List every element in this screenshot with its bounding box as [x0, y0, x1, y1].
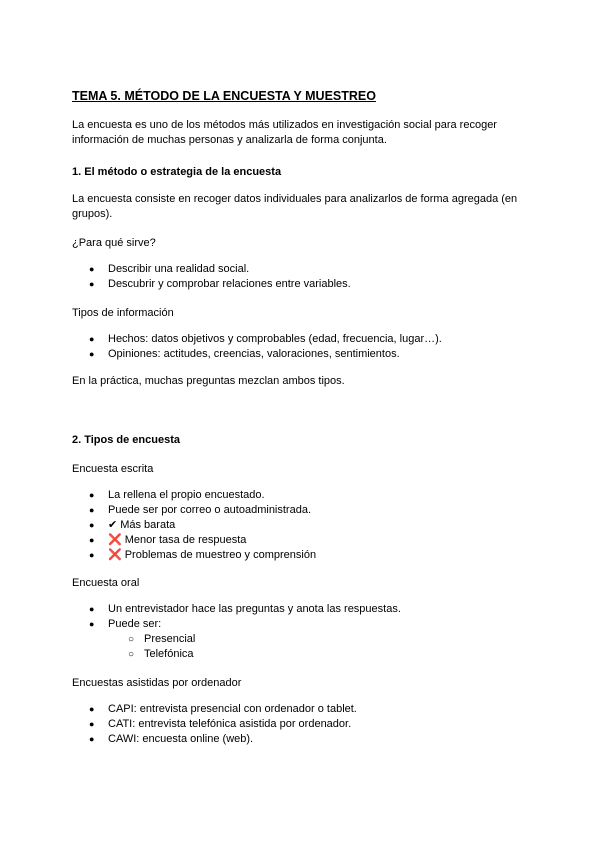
- bullet-icon: ●: [89, 349, 95, 359]
- bullet-icon: ●: [89, 550, 95, 560]
- list-item: ● CAPI: entrevista presencial con ordenador o tablet.: [89, 703, 357, 715]
- sub-list-item: ○ Presencial: [128, 633, 196, 645]
- oral-sublist: [108, 632, 401, 662]
- list-item: ● Opiniones: actitudes, creencias, valoraciones, sentimientos.: [89, 348, 400, 360]
- list-item: ● Hechos: datos objetivos y comprobables (edad, frecuencia, lugar…).: [89, 333, 442, 345]
- bullet-icon: ●: [89, 264, 95, 274]
- list-item: ● Describir una realidad social.: [89, 263, 250, 275]
- bullet-icon: ●: [89, 535, 95, 545]
- oral-survey-label: Encuesta oral: [72, 577, 140, 589]
- list-item: ● Descubrir y comprobar relaciones entre variables.: [89, 278, 351, 290]
- cross-icon: ❌: [108, 534, 122, 546]
- bullet-icon: ●: [89, 719, 95, 729]
- uses-list: [72, 262, 351, 292]
- list-item: ● ✔ Más barata: [89, 519, 176, 531]
- section1-heading: 1. El método o estrategia de la encuesta: [72, 166, 282, 178]
- sub-list-item: ○ Telefónica: [128, 648, 194, 660]
- check-icon: ✔: [108, 519, 118, 531]
- list-item: ● ❌ Menor tasa de respuesta: [89, 534, 247, 546]
- list-item: ● CATI: entrevista telefónica asistida por ordenador.: [89, 718, 352, 730]
- computer-survey-list: [72, 702, 357, 747]
- info-types-list: [72, 332, 442, 362]
- circle-bullet-icon: ○: [128, 634, 135, 645]
- circle-bullet-icon: ○: [128, 649, 135, 660]
- written-survey-list: [72, 488, 316, 563]
- bullet-icon: ●: [89, 334, 95, 344]
- written-survey-label: Encuesta escrita: [72, 463, 154, 475]
- uses-question: ¿Para qué sirve?: [72, 237, 156, 249]
- bullet-icon: ●: [89, 619, 95, 629]
- info-types-label: Tipos de información: [72, 307, 174, 319]
- list-item: ● Puede ser por correo o autoadministrada.: [89, 504, 312, 516]
- section2-heading: 2. Tipos de encuesta: [72, 434, 181, 446]
- bullet-icon: ●: [89, 704, 95, 714]
- bullet-icon: ●: [89, 505, 95, 515]
- list-item: ● Un entrevistador hace las preguntas y anota las respuestas.: [89, 603, 401, 615]
- bullet-icon: ●: [89, 520, 95, 530]
- list-item: ● La rellena el propio encuestado.: [89, 489, 265, 501]
- intro-paragraph: La encuesta es uno de los métodos más utilizados en investigación social para recoger información de muchas personas y analizarla de forma conjunta.: [72, 119, 497, 146]
- bullet-icon: ●: [89, 734, 95, 744]
- bullet-icon: ●: [89, 490, 95, 500]
- computer-survey-label: Encuestas asistidas por ordenador: [72, 677, 242, 689]
- section1-paragraph: La encuesta consiste en recoger datos individuales para analizarlos de forma agregada (en grupos).: [72, 193, 518, 220]
- oral-survey-list: [72, 602, 401, 662]
- document-title: TEMA 5. MÉTODO DE LA ENCUESTA Y MUESTREO: [72, 89, 376, 103]
- list-item: ● ❌ Problemas de muestreo y comprensión: [89, 549, 317, 561]
- practice-note: En la práctica, muchas preguntas mezclan ambos tipos.: [72, 375, 345, 387]
- bullet-icon: ●: [89, 279, 95, 289]
- list-item: ● CAWI: encuesta online (web).: [89, 733, 254, 745]
- bullet-icon: ●: [89, 604, 95, 614]
- cross-icon: ❌: [108, 549, 122, 561]
- list-item: ● Puede ser: ○ Presencial ○ Telefónica: [72, 617, 401, 662]
